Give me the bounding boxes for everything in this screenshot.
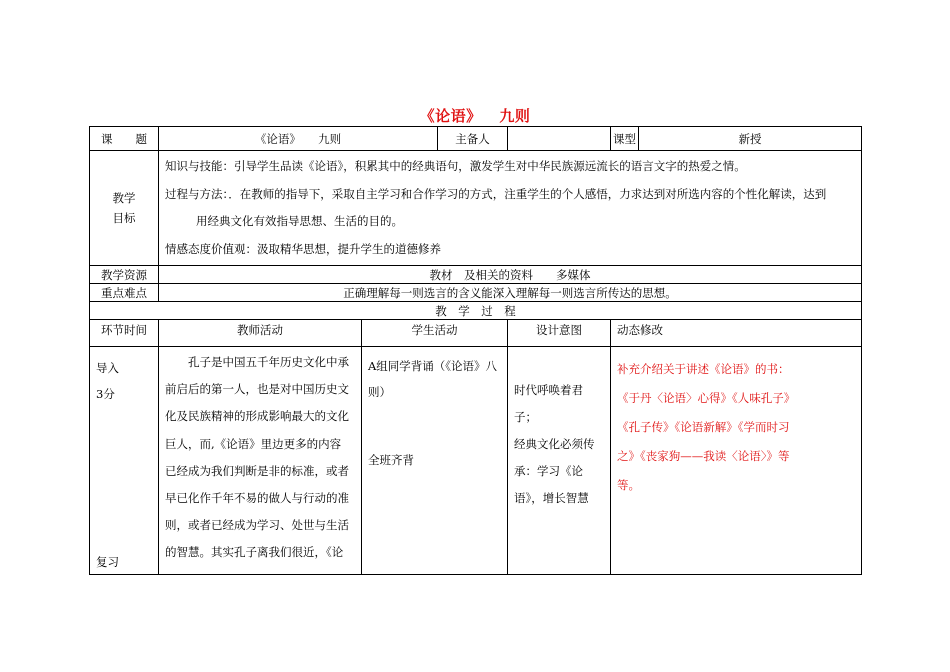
goals-row — [90, 151, 862, 266]
teacher-activity-cell — [159, 347, 362, 575]
revision-line: 之》《丧家狗——我读〈论语〉》等 — [617, 449, 790, 463]
key-points-label: 重点难点 — [90, 284, 159, 302]
design-line: 语》，增长智慧 — [514, 491, 589, 505]
teacher-line: 早已化作千年不易的做人与行动的准 — [165, 491, 349, 506]
resources-value: 教材 及相关的资料 多媒体 — [159, 266, 862, 284]
teacher-line: 巨人，而,《论语》里边更多的内容 — [165, 436, 342, 451]
col-design: 设计意图 — [508, 320, 611, 347]
goals-label — [90, 151, 159, 266]
topic-value: 《论语》 九则 — [159, 127, 438, 151]
teacher-line: 则，或者已经成为学习、处世与生活 — [165, 518, 349, 533]
design-line: 经典文化必须传 — [514, 437, 595, 451]
col-teacher: 教师活动 — [159, 320, 362, 347]
revision-cell — [611, 347, 862, 575]
resources-row — [90, 266, 862, 284]
student-activity-cell — [362, 347, 508, 575]
type-label: 课型 — [611, 127, 639, 151]
revision-line: 《孔子传》《论语新解》《学而时习 — [617, 420, 790, 434]
title-part-1: 《论语》 — [419, 107, 482, 125]
process-title-row — [90, 302, 862, 320]
goal-process-line2: 用经典文化有效指导思想、生活的目的。 — [196, 214, 403, 228]
teacher-line: 化及民族精神的形成影响最大的文化 — [165, 409, 349, 424]
teacher-line: 已经成为我们判断是非的标准，或者 — [165, 463, 349, 478]
revision-line: 《于丹〈论语〉心得》《人味孔子》 — [617, 391, 796, 405]
phase-duration: 3分 — [96, 387, 115, 401]
resources-label: 教学资源 — [90, 266, 159, 284]
preparer-label: 主备人 — [438, 127, 508, 151]
col-revision: 动态修改 — [611, 320, 862, 347]
process-title: 教 学 过 程 — [90, 302, 862, 320]
revision-line: 补充介绍关于讲述《论语》的书： — [617, 362, 790, 376]
student-line-1: A组同学背诵（《论语》八 — [368, 359, 498, 373]
phase-next: 复习 — [96, 555, 119, 569]
type-value: 新授 — [639, 127, 862, 151]
key-points-value: 正确理解每一则选言的含义能深入理解每一则选言所传达的思想。 — [159, 284, 862, 302]
design-line: 时代呼唤着君子； — [514, 383, 584, 424]
goals-label-line2: 目标 — [112, 211, 136, 225]
title-part-2: 九则 — [499, 107, 531, 125]
topic-label: 课 题 — [90, 127, 159, 151]
teacher-line: 孔子是中国五千年历史文化中承 — [165, 355, 349, 369]
goals-label-line1: 教学 — [112, 191, 136, 205]
revision-line: 等。 — [617, 478, 641, 492]
header-row — [90, 127, 862, 151]
col-student: 学生活动 — [362, 320, 508, 347]
goal-emotion: 情感态度价值观：汲取精华思想，提升学生的道德修养 — [165, 241, 441, 256]
goals-content — [159, 151, 862, 266]
phase-name: 导入 — [96, 361, 119, 375]
student-line-3: 全班齐背 — [368, 453, 414, 467]
lesson-plan-table — [89, 126, 862, 575]
teacher-line: 前启后的第一人，也是对中国历史文 — [165, 382, 349, 397]
teacher-line: 的智慧。其实孔子离我们很近，《论 — [165, 545, 344, 560]
goal-process-line1: 过程与方法：．在教师的指导下，采取自主学习和合作学习的方式，注重学生的个人感悟，力求达到对所选内容的个性化解读，达到 — [165, 186, 827, 201]
preparer-value — [508, 127, 611, 151]
document-title — [0, 105, 950, 126]
key-points-row — [90, 284, 862, 302]
column-header-row — [90, 320, 862, 347]
design-line: 承：学习《论 — [514, 464, 584, 478]
design-intent-cell — [508, 347, 611, 575]
col-time: 环节时间 — [90, 320, 159, 347]
process-row — [90, 347, 862, 575]
goal-knowledge: 知识与技能：引导学生品读《论语》，积累其中的经典语句，激发学生对中华民族源远流长的语言文字的热爱之情。 — [165, 159, 746, 173]
phase-cell — [90, 347, 159, 575]
student-line-2: 则） — [368, 385, 391, 399]
